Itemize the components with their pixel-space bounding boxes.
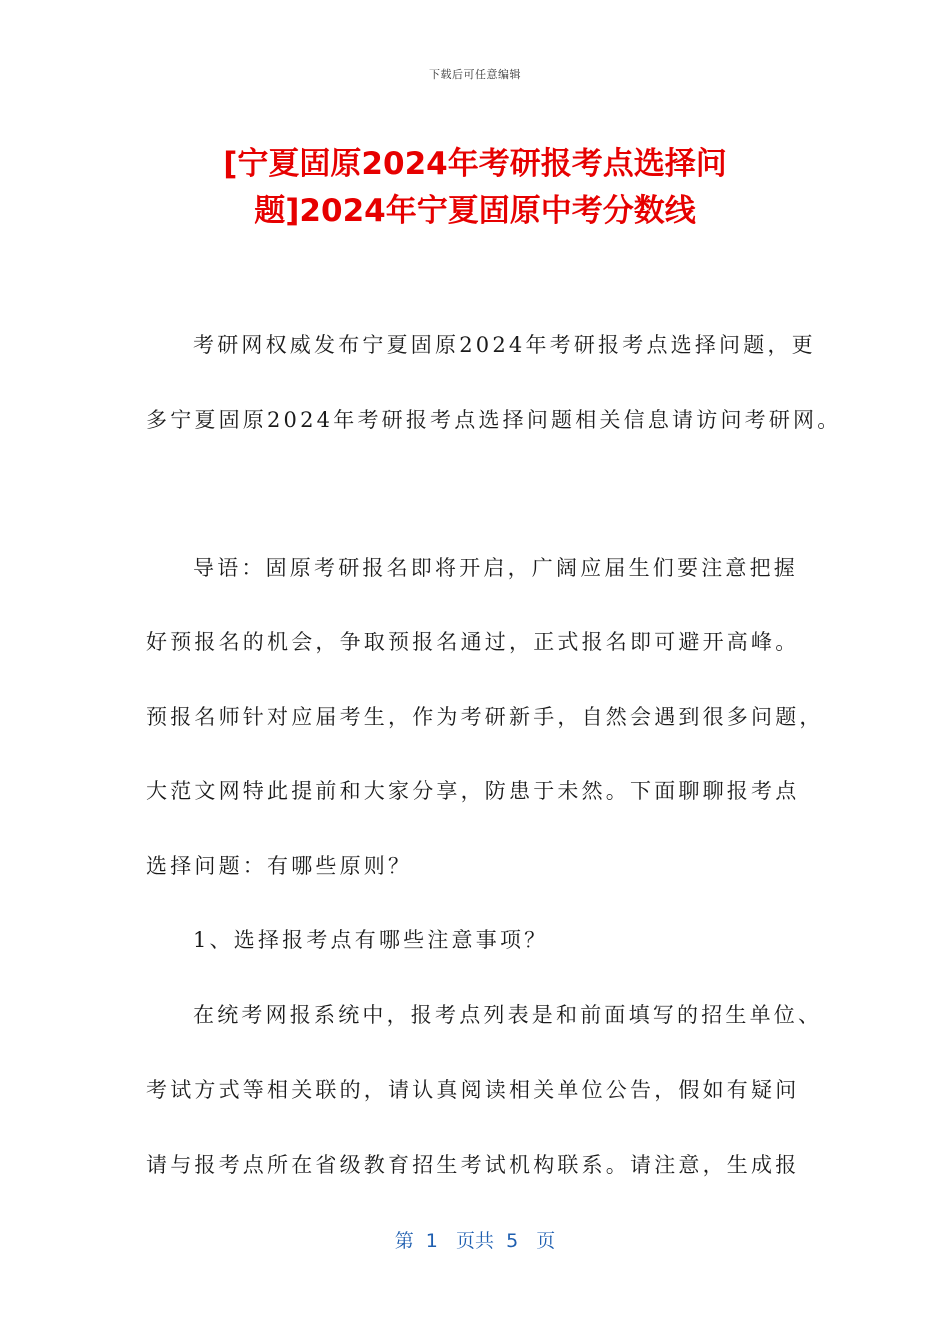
title-line-2: 题]2024年宁夏固原中考分数线 bbox=[254, 193, 696, 229]
section-1-line-3: 请与报考点所在省级教育招生考试机构联系。请注意，生成报 bbox=[146, 1153, 800, 1177]
guide-line-4: 大范文网特此提前和大家分享，防患于未然。下面聊聊报考点 bbox=[146, 779, 800, 803]
title-line-1: [宁夏固原2024年考研报考点选择问 bbox=[223, 146, 727, 182]
section-1-line-2: 考试方式等相关联的，请认真阅读相关单位公告，假如有疑问 bbox=[146, 1078, 800, 1102]
header-note: 下载后可任意编辑 bbox=[429, 68, 521, 81]
guide-line-2: 好预报名的机会，争取预报名通过，正式报名即可避开高峰。 bbox=[146, 630, 800, 654]
section-1-heading: 1、选择报考点有哪些注意事项？ bbox=[193, 928, 549, 952]
document-title bbox=[100, 141, 850, 235]
guide-line-1: 导语：固原考研报名即将开启，广阔应届生们要注意把握 bbox=[193, 556, 798, 580]
intro-line-1: 考研网权威发布宁夏固原2024年考研报考点选择问题，更 bbox=[193, 333, 816, 357]
guide-line-3: 预报名师针对应届考生，作为考研新手，自然会遇到很多问题， bbox=[146, 705, 824, 729]
guide-line-5: 选择问题：有哪些原则？ bbox=[146, 854, 413, 878]
section-1-line-1: 在统考网报系统中，报考点列表是和前面填写的招生单位、 bbox=[193, 1003, 823, 1027]
page-footer: 第 1 页共 5 页 bbox=[394, 1230, 556, 1252]
intro-line-2: 多宁夏固原2024年考研报考点选择问题相关信息请访问考研网。 bbox=[146, 408, 842, 432]
